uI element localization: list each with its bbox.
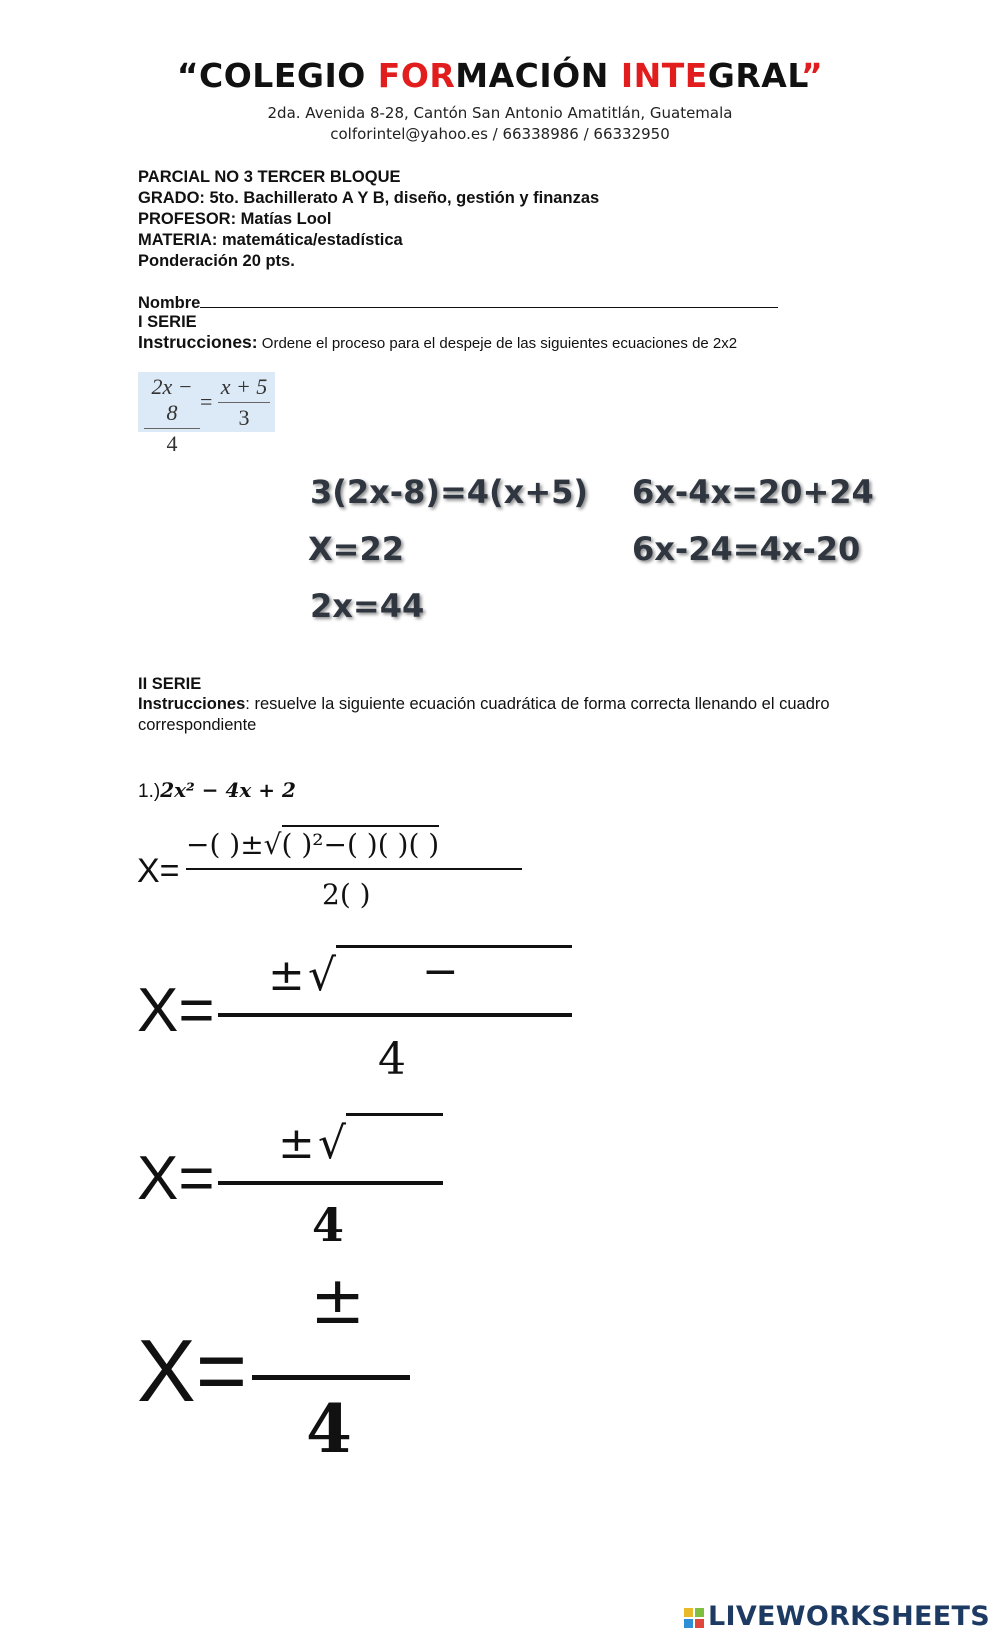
serie2-instr-label: Instrucciones: [138, 695, 246, 713]
right-fraction: [218, 374, 270, 431]
school-title: [0, 56, 1000, 95]
title-part-4: INTE: [620, 56, 708, 95]
serie2-title: II SERIE: [138, 675, 202, 693]
brand-name: LIVEWORKSHEETS: [707, 1601, 990, 1632]
step2-minus: −: [422, 946, 459, 997]
title-part-3: MACIÓN: [455, 56, 621, 95]
right-numerator: x + 5: [220, 374, 268, 399]
step-card[interactable]: 2x=44: [310, 587, 425, 625]
serie1-instr-text: Ordene el proceso para el despeje de las siguientes ecuaciones de 2x2: [257, 335, 738, 352]
sqrt-icon: √: [263, 828, 282, 861]
question-1: [138, 778, 296, 803]
step4-denominator: 4: [306, 1390, 352, 1468]
serie1-instructions: [138, 332, 737, 353]
weight-line: Ponderación 20 pts.: [138, 252, 295, 270]
serie1-title: I SERIE: [138, 313, 197, 331]
right-fraction-bar: [218, 402, 270, 403]
question-prefix: 1.): [138, 781, 161, 802]
serie1-instr-label: Instrucciones:: [138, 332, 258, 352]
step-card[interactable]: 6x-24=4x-20: [632, 530, 861, 568]
left-fraction: [144, 374, 200, 457]
name-label: Nombre: [138, 294, 201, 312]
step3-lhs: X=: [137, 1144, 215, 1213]
equation-equals: =: [200, 389, 213, 414]
title-part-6: ”: [800, 56, 824, 95]
left-numerator: 2x − 8: [151, 374, 193, 425]
step-card[interactable]: 3(2x-8)=4(x+5): [310, 473, 589, 511]
school-contact: colforintel@yahoo.es / 66338986 / 66332950: [330, 125, 670, 143]
formula-denominator: 2( ): [322, 878, 371, 911]
left-denominator: 4: [166, 431, 178, 456]
step3-radical-bar: [346, 1113, 443, 1116]
name-input-line[interactable]: [200, 291, 778, 308]
step3-fraction-bar: [218, 1181, 443, 1185]
sqrt-icon: √: [308, 950, 337, 1001]
equation-image: [138, 372, 275, 456]
formula-fraction-bar: [186, 868, 522, 870]
question-expression: 2x² − 4x + 2: [160, 778, 296, 802]
liveworksheets-logo[interactable]: [684, 1601, 990, 1632]
step2-pm: ±: [268, 950, 305, 1001]
teacher-line: PROFESOR: Matías Lool: [138, 210, 332, 228]
title-part-1: “COLEGIO: [176, 56, 378, 95]
right-denominator: 3: [238, 405, 250, 430]
formula-lhs: X=: [137, 852, 180, 890]
step2-denominator: 4: [378, 1034, 406, 1085]
step3-denominator: 4: [312, 1198, 345, 1252]
subject-line: MATERIA: matemática/estadística: [138, 231, 403, 249]
school-address: 2da. Avenida 8-28, Cantón San Antonio Amatitlán, Guatemala: [267, 104, 733, 122]
title-part-5: GRAL: [707, 56, 801, 95]
step2-lhs: X=: [137, 976, 215, 1045]
step4-fraction-bar: [252, 1375, 410, 1380]
grade-line: GRADO: 5to. Bachillerato A Y B, diseño, gestión y finanzas: [138, 189, 600, 207]
step-card[interactable]: 6x-4x=20+24: [632, 473, 874, 511]
serie2-instr-text: : resuelve la siguiente ecuación cuadrática de forma correcta llenando el cuadro correspondiente: [138, 695, 830, 734]
liveworksheets-icon: [684, 1608, 704, 1628]
title-part-2: FOR: [377, 56, 456, 95]
step3-pm: ±: [278, 1118, 315, 1169]
name-field[interactable]: [138, 291, 778, 314]
step-card[interactable]: X=22: [308, 530, 405, 568]
step4-pm: ±: [310, 1262, 366, 1339]
left-fraction-bar: [144, 428, 200, 429]
sqrt-icon: √: [318, 1118, 347, 1169]
formula-numerator: [186, 828, 439, 861]
serie2-instructions: [138, 694, 858, 736]
formula-radicand: ( )²−( )( )( ): [282, 825, 440, 861]
step4-lhs: X=: [137, 1321, 248, 1420]
step2-fraction-bar: [218, 1013, 572, 1017]
exam-title: PARCIAL NO 3 TERCER BLOQUE: [138, 168, 401, 186]
formula-neg-b: −( )±: [186, 828, 264, 861]
